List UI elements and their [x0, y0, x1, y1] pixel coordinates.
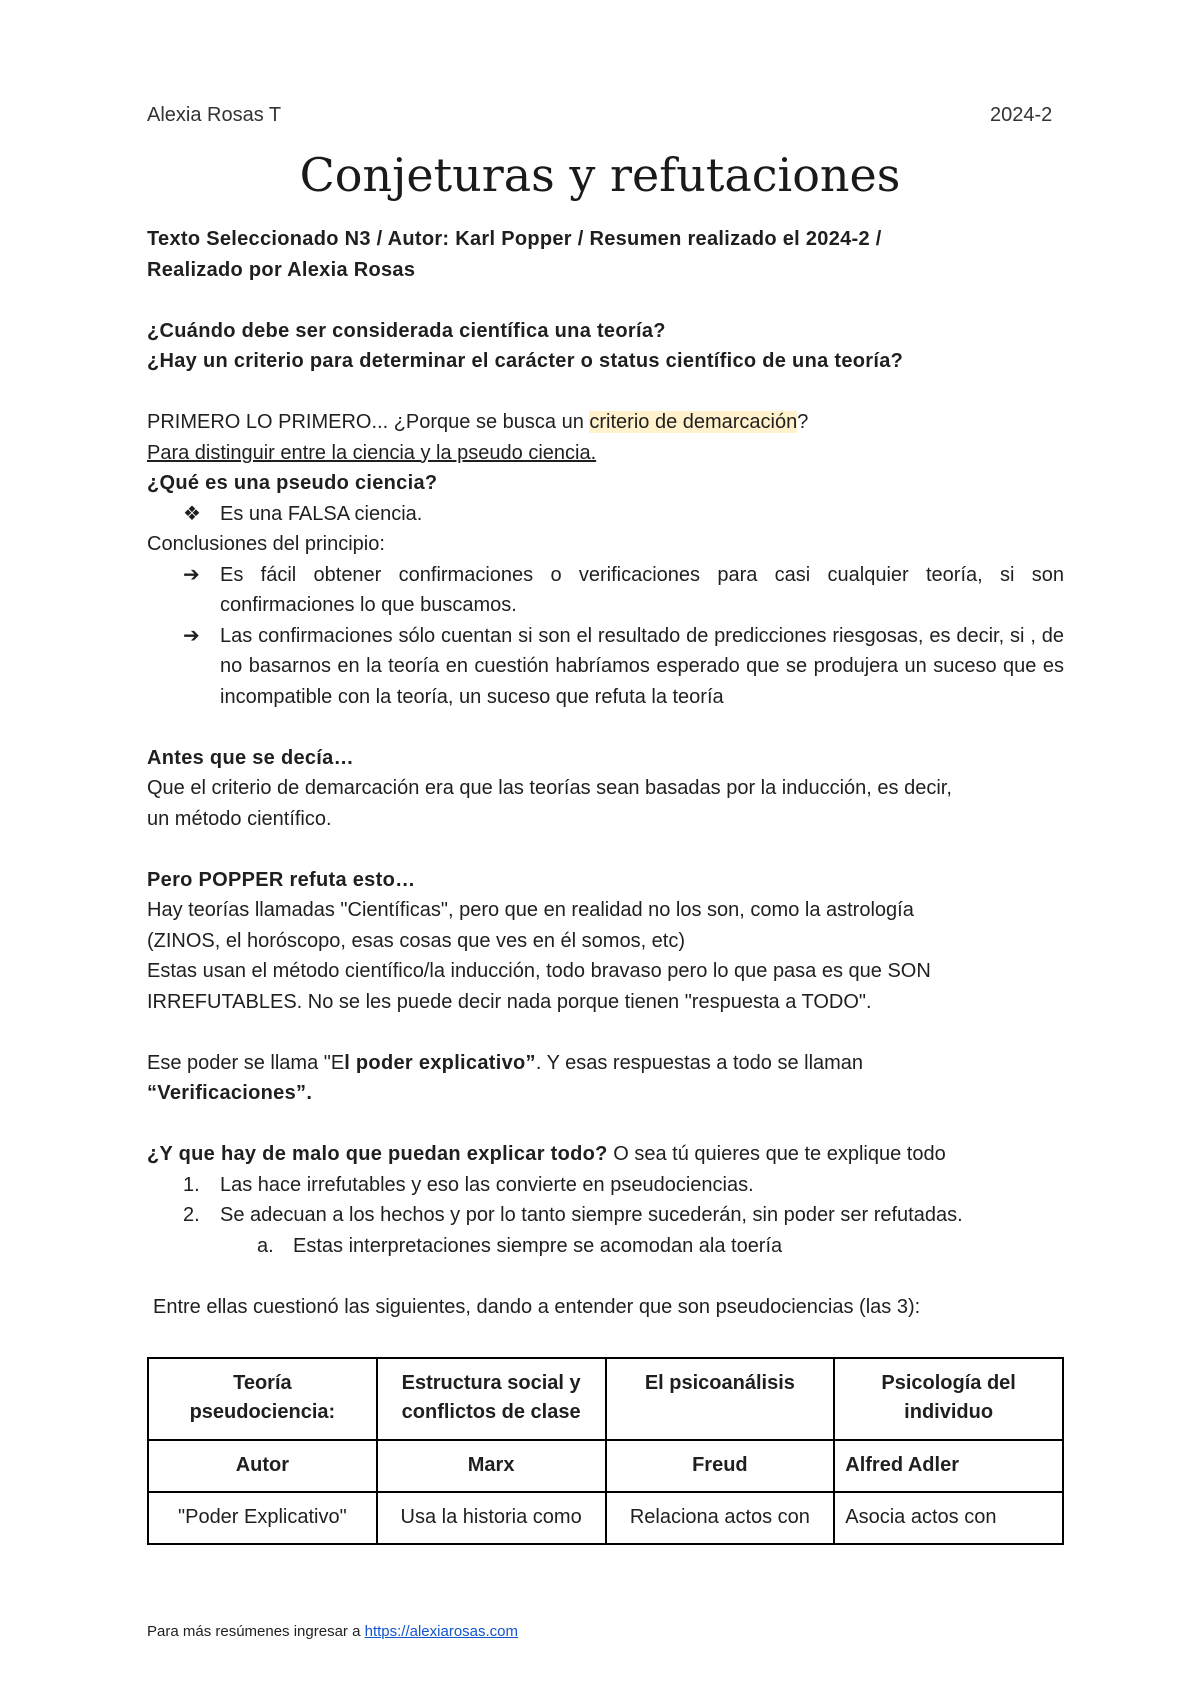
item-text: Las hace irrefutables y eso las convierte en pseudociencias. — [220, 1173, 754, 1196]
popper-line-4: IRREFUTABLES. No se les puede decir nada porque tienen "respuesta a TODO". — [147, 990, 872, 1013]
verificaciones-line: “Verificaciones”. — [147, 1082, 313, 1104]
distinguir-line: Para distinguir entre la ciencia y la pseudo ciencia. — [147, 441, 597, 464]
table-cell: Relaciona actos con — [606, 1492, 835, 1544]
sub-item — [147, 1231, 1064, 1262]
table-cell: Freud — [606, 1440, 835, 1492]
item-number: 1. — [183, 1173, 200, 1196]
pseudo-question: ¿Qué es una pseudo ciencia? — [147, 472, 438, 494]
table-header-row — [148, 1358, 1063, 1440]
arrow-bullet-icon: ➔ — [183, 624, 200, 647]
footer-text: Para más resúmenes ingresar a — [147, 1623, 365, 1640]
numbered-item — [147, 1200, 1064, 1231]
table-row-autor — [148, 1440, 1063, 1492]
table-cell: Asocia actos con — [834, 1492, 1063, 1544]
malo-question: ¿Y que hay de malo que puedan explicar todo? — [147, 1143, 608, 1165]
table-caption: Entre ellas cuestionó las siguientes, dando a entender que son pseudociencias (las 3): — [153, 1295, 921, 1318]
subtitle-line-2: Realizado por Alexia Rosas — [147, 258, 416, 281]
conclusion-item — [147, 560, 1064, 621]
table-cell: "Poder Explicativo" — [148, 1492, 377, 1544]
item-text: Se adecuan a los hechos y por lo tanto siempre sucederán, sin poder ser refutadas. — [220, 1204, 963, 1226]
conclusion-text: Las confirmaciones sólo cuentan si son el resultado de predicciones riesgosas, es decir, si , de no basarnos en la teoría en cuestión habríamos esperado que se produjera un suceso que es incompatible con la teoría, un suceso que refuta la teoría — [220, 624, 1064, 708]
popper-heading: Pero POPPER refuta esto… — [147, 868, 416, 891]
sub-item-text: Estas interpretaciones siempre se acomodan ala toería — [293, 1234, 783, 1257]
item-number: 2. — [183, 1204, 200, 1226]
footer-link[interactable]: https://alexiarosas.com — [364, 1623, 519, 1640]
table-cell: Marx — [377, 1440, 606, 1492]
table-header-cell: Estructura social y conflictos de clase — [377, 1358, 606, 1440]
table-cell: Autor — [148, 1440, 377, 1492]
arrow-bullet-icon: ➔ — [183, 563, 200, 586]
table-row-poder — [148, 1492, 1063, 1544]
pseudo-bullet-text: Es una FALSA ciencia. — [220, 502, 423, 525]
highlight-criterio: criterio de demarcación — [589, 411, 798, 433]
conclusion-item — [147, 621, 1064, 713]
antes-line-1: Que el criterio de demarcación era que las teorías sean basadas por la inducción, es decir, — [147, 777, 952, 799]
conclusion-text: Es fácil obtener confirmaciones o verificaciones para casi cualquier teoría, si son confirmaciones lo que buscamos. — [220, 563, 1064, 616]
table-cell: Alfred Adler — [834, 1440, 1063, 1492]
footer — [147, 1623, 518, 1640]
antes-heading: Antes que se decía… — [147, 746, 354, 769]
document-title: Conjeturas y refutaciones — [299, 148, 901, 202]
table-cell: Usa la historia como — [377, 1492, 606, 1544]
malo-rest: O sea tú quieres que te explique todo — [607, 1143, 946, 1165]
header-author: Alexia Rosas T — [147, 104, 282, 126]
pseudoscience-table — [147, 1357, 1064, 1545]
diamond-bullet-icon: ❖ — [183, 502, 201, 525]
table-header-cell: Psicología del individuo — [834, 1358, 1063, 1440]
table-header-cell: El psicoanálisis — [606, 1358, 835, 1440]
antes-line-2: un método científico. — [147, 807, 332, 830]
poder-bold: l poder explicativo” — [344, 1051, 536, 1074]
question-1: ¿Cuándo debe ser considerada científica una teoría? — [147, 319, 666, 342]
popper-line-1: Hay teorías llamadas "Científicas", pero que en realidad no los son, como la astrología — [147, 899, 914, 921]
pseudo-bullet-item — [147, 499, 1064, 530]
numbered-item — [147, 1170, 1064, 1201]
table-header-cell: Teoría pseudociencia: — [148, 1358, 377, 1440]
poder-line — [147, 1048, 1064, 1079]
conclusiones-label: Conclusiones del principio: — [147, 533, 385, 555]
popper-line-3: Estas usan el método científico/la inducción, todo bravaso pero lo que pasa es que SON — [147, 960, 931, 982]
poder-mid: . Y esas respuestas a todo se llaman — [535, 1051, 864, 1074]
popper-line-2: (ZINOS, el horóscopo, esas cosas que ves en él somos, etc) — [147, 929, 686, 952]
primero-line — [147, 407, 1064, 438]
sub-item-letter: a. — [257, 1234, 274, 1257]
header-term: 2024-2 — [990, 104, 1053, 126]
malo-line — [147, 1139, 1064, 1170]
question-2: ¿Hay un criterio para determinar el carácter o status científico de una teoría? — [147, 350, 904, 372]
poder-pre: Ese poder se llama "E — [147, 1051, 345, 1074]
document-body — [147, 224, 1064, 1322]
primero-prefix: PRIMERO LO PRIMERO... ¿Porque se busca un — [147, 411, 590, 433]
subtitle-line-1: Texto Seleccionado N3 / Autor: Karl Popper / Resumen realizado el 2024-2 / — [147, 228, 882, 250]
primero-suffix: ? — [797, 411, 809, 433]
